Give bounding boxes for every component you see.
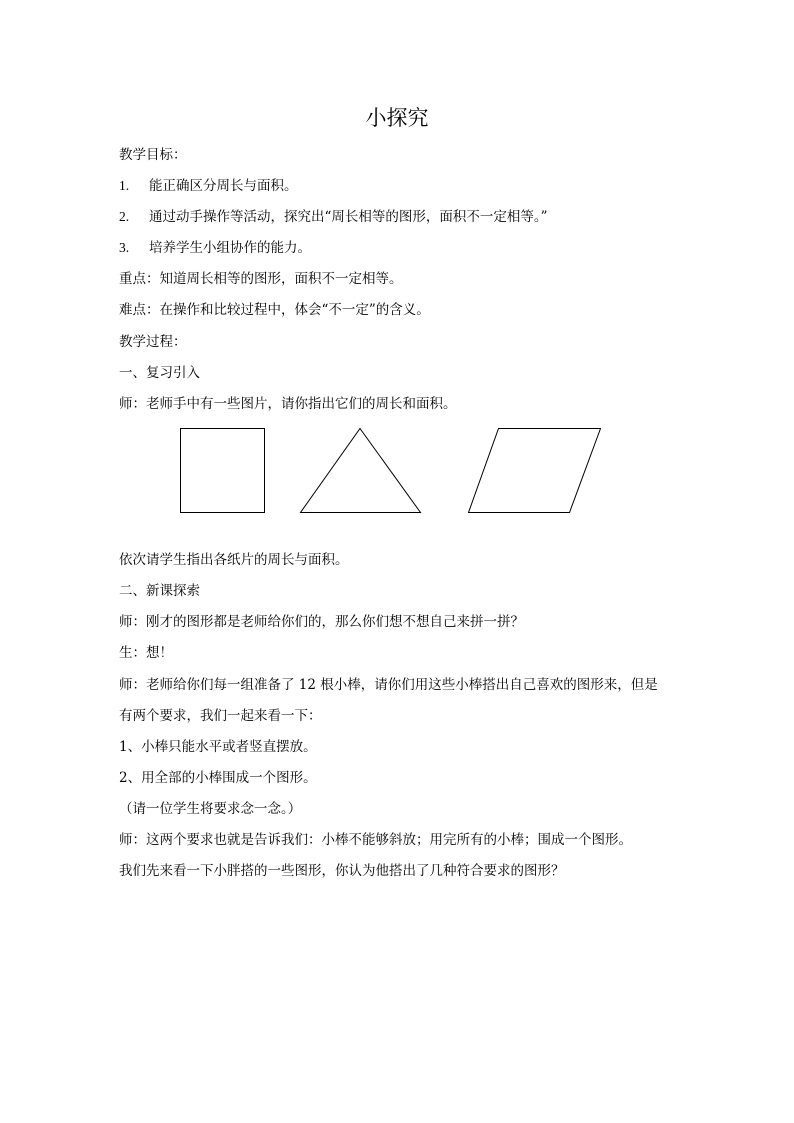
- objectives-heading: 教学目标：: [119, 147, 187, 163]
- page-title: 小探究: [365, 106, 429, 130]
- section2-heading: 二、新课探索: [119, 583, 200, 599]
- difficulty: 难点：在操作和比较过程中，体会“不一定”的含义。: [119, 302, 430, 318]
- teacher-question-2-line2: 有两个要求，我们一起来看一下：: [119, 708, 322, 724]
- objective-text: 培养学生小组协作的能力。: [149, 240, 311, 256]
- process-heading: 教学过程：: [119, 334, 187, 350]
- student-answer-1: 生：想！: [119, 645, 173, 661]
- rule-2: 2、用全部的小棒围成一个图形。: [119, 770, 317, 786]
- after-shapes-text: 依次请学生指出各纸片的周长与面积。: [119, 552, 349, 568]
- objective-number: 2.: [119, 209, 130, 224]
- key-point: 重点：知道周长相等的图形，面积不一定相等。: [119, 271, 403, 287]
- note: （请一位学生将要求念一念。）: [119, 801, 302, 817]
- parallelogram-shape: [469, 429, 601, 513]
- triangle-shape: [301, 429, 421, 513]
- objective-text: 通过动手操作等活动，探究出“周长相等的图形，面积不一定相等。”: [149, 209, 548, 225]
- teacher-explain: 师：这两个要求也就是告诉我们：小棒不能够斜放；用完所有的小棒；围成一个图形。: [119, 832, 632, 848]
- objective-text: 能正确区分周长与面积。: [149, 178, 298, 194]
- objective-number: 1.: [119, 178, 130, 193]
- teacher-intro: 师：老师手中有一些图片，请你指出它们的周长和面积。: [119, 396, 457, 412]
- teacher-question-2-line1: 师：老师给你们每一组准备了 12 根小棒，请你们用这些小棒搭出自己喜欢的图形来，但是: [119, 677, 658, 693]
- objective-number: 3.: [119, 240, 130, 255]
- teacher-question-1: 师：刚才的图形都是老师给你们的，那么你们想不想自己来拼一拼？: [119, 614, 524, 630]
- final-question: 我们先来看一下小胖搭的一些图形，你认为他搭出了几种符合要求的图形？: [119, 863, 565, 879]
- section1-heading: 一、复习引入: [119, 365, 200, 381]
- square-shape: [181, 429, 265, 513]
- rule-1: 1、小棒只能水平或者竖直摆放。: [119, 739, 317, 755]
